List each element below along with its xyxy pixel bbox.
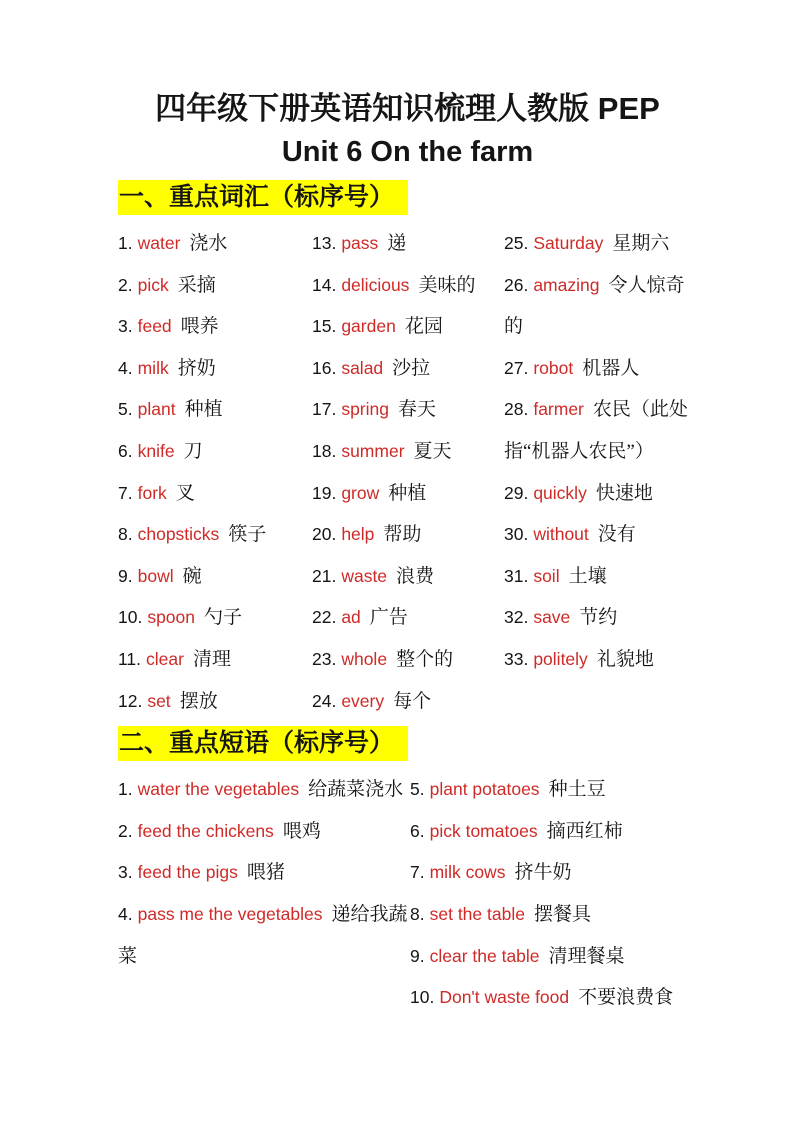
item-number: 25. [504,233,529,253]
item-english: grow [341,482,380,503]
item-number: 1. [118,233,133,253]
phrase-item [410,977,695,1019]
item-chinese: 浇水 [189,233,228,254]
item-english: without [533,524,589,545]
phrase-item [410,769,695,811]
phrase-list [118,769,697,1019]
vocab-column [312,223,504,722]
item-number: 4. [118,357,133,378]
item-english: Don't waste food [439,987,570,1008]
vocab-section-heading: 一、重点词汇（标序号） [118,180,408,215]
item-number: 33. [504,648,529,669]
item-english: delicious [341,274,410,295]
item-chinese: 刀 [183,440,203,462]
vocab-item [312,223,504,265]
item-chinese: 递给我蔬菜 [118,903,408,967]
item-english: soil [533,565,560,586]
item-number: 14. [312,274,337,295]
item-english: water [137,233,181,253]
item-english: robot [533,357,574,378]
item-number: 15. [312,316,337,337]
item-chinese: 清理 [192,648,231,670]
vocab-item [504,556,695,598]
vocab-item [504,473,695,515]
item-english: pass [341,233,379,253]
item-chinese: 整个的 [396,648,454,670]
item-number: 28. [504,399,529,420]
item-english: spring [341,399,389,420]
item-chinese: 土壤 [568,565,607,587]
item-english: chopsticks [137,524,220,545]
item-number: 30. [504,524,529,545]
phrase-item [118,852,410,894]
vocab-item [118,514,312,556]
item-english: save [533,607,571,628]
item-chinese: 种土豆 [548,779,606,801]
vocab-item [312,681,504,723]
item-english: feed [137,316,172,337]
item-chinese: 清理餐桌 [548,945,625,967]
item-english: clear [146,648,184,669]
item-english: plant potatoes [429,779,540,800]
item-chinese: 种植 [388,482,427,504]
item-english: waste [341,565,388,586]
item-english: fork [137,482,167,503]
item-number: 22. [312,607,337,628]
item-english: pick [137,274,169,295]
item-chinese: 喂鸡 [282,820,321,842]
item-number: 16. [312,357,337,378]
phrase-item [410,894,695,936]
item-number: 10. [410,987,435,1008]
item-number: 13. [312,233,337,253]
phrases-column [118,769,410,977]
item-english: feed the pigs [137,862,238,883]
vocab-item [118,597,312,639]
item-english: milk [137,357,169,378]
item-chinese: 花园 [404,316,443,338]
item-number: 3. [118,316,133,337]
item-english: pass me the vegetables [137,903,323,924]
item-number: 7. [410,862,425,883]
item-chinese: 递 [387,233,407,254]
vocab-item [312,348,504,390]
item-chinese: 叉 [175,482,195,504]
item-number: 18. [312,440,337,461]
item-chinese: 筷子 [228,524,267,546]
item-chinese: 挤牛奶 [514,862,572,884]
item-english: help [341,524,375,545]
item-chinese: 浪费 [396,565,435,587]
item-english: summer [341,440,405,461]
item-english: garden [341,316,396,337]
vocab-item [312,265,504,307]
vocab-item [118,348,312,390]
item-chinese: 挤奶 [177,357,216,379]
item-english: salad [341,357,384,378]
item-english: clear the table [429,945,540,966]
vocab-item [504,348,695,390]
item-number: 3. [118,862,133,883]
item-number: 6. [410,820,425,841]
page-subtitle: Unit 6 On the farm [281,136,534,168]
vocab-item [118,223,312,265]
vocab-section-heading-row [118,180,697,215]
vocab-item [504,265,695,348]
item-english: milk cows [429,862,506,883]
item-english: amazing [533,274,600,295]
vocab-item [312,514,504,556]
vocab-item [312,473,504,515]
item-number: 10. [118,607,143,628]
vocab-item [504,389,695,472]
item-english: plant [137,399,176,420]
item-chinese: 机器人 [582,357,640,379]
item-number: 9. [410,945,425,966]
item-chinese: 勺子 [204,607,243,629]
phrase-item [410,852,695,894]
item-english: Saturday [533,233,604,253]
item-number: 1. [118,779,133,800]
item-english: set the table [429,903,525,924]
item-number: 8. [410,903,425,924]
item-number: 6. [118,440,133,461]
item-chinese: 节约 [579,607,618,629]
item-chinese: 广告 [369,607,408,629]
vocab-column [504,223,695,681]
item-number: 24. [312,690,337,711]
vocab-item [118,681,312,723]
item-number: 32. [504,607,529,628]
item-chinese: 碗 [182,565,202,587]
item-chinese: 给蔬菜浇水 [308,779,404,801]
vocab-item [312,597,504,639]
item-number: 17. [312,399,337,420]
item-chinese: 喂养 [180,316,219,338]
item-number: 23. [312,648,337,669]
phrases-section-heading: 二、重点短语（标序号） [118,726,408,761]
item-chinese: 农民（此处指“机器人农民”） [504,399,688,462]
item-number: 2. [118,274,133,295]
vocab-item [118,556,312,598]
item-english: farmer [533,399,584,420]
item-number: 27. [504,357,529,378]
item-english: spoon [147,607,196,628]
phrases-column [410,769,695,1019]
vocab-item [312,639,504,681]
item-number: 5. [410,779,425,800]
item-chinese: 礼貌地 [596,648,654,670]
item-chinese: 喂猪 [246,862,285,884]
item-chinese: 春天 [398,399,437,421]
item-number: 5. [118,399,133,420]
item-number: 31. [504,565,529,586]
item-chinese: 没有 [597,524,636,546]
item-english: whole [341,648,388,669]
page-title: 四年级下册英语知识梳理人教版 PEP [155,91,660,126]
vocab-list [118,223,697,722]
item-english: set [147,690,171,711]
item-chinese: 采摘 [177,274,216,296]
item-english: feed the chickens [137,820,274,841]
item-english: quickly [533,482,587,503]
item-english: ad [341,607,361,628]
item-english: every [341,690,385,711]
item-chinese: 美味的 [418,274,476,296]
item-number: 2. [118,820,133,841]
item-chinese: 令人惊奇的 [504,274,685,338]
vocab-item [118,431,312,473]
phrases-section-heading-row [118,726,697,761]
item-english: politely [533,648,588,669]
vocab-item [312,431,504,473]
item-number: 4. [118,903,133,924]
vocab-item [118,306,312,348]
item-chinese: 快速地 [595,482,653,504]
phrase-item [118,811,410,853]
item-number: 21. [312,565,337,586]
item-chinese: 摆餐具 [533,903,591,925]
item-english: pick tomatoes [429,820,538,841]
item-chinese: 摘西红柿 [546,820,623,842]
vocab-item [312,389,504,431]
phrase-item [410,811,695,853]
item-number: 26. [504,274,529,295]
vocab-item [312,556,504,598]
item-number: 8. [118,524,133,545]
vocab-item [504,514,695,556]
vocab-item [118,473,312,515]
item-english: knife [137,440,175,461]
item-number: 20. [312,524,337,545]
item-number: 19. [312,482,337,503]
item-number: 12. [118,690,143,711]
vocab-item [118,265,312,307]
item-chinese: 星期六 [612,233,670,254]
vocab-column [118,223,312,722]
item-chinese: 种植 [184,399,223,421]
item-chinese: 摆放 [179,690,218,712]
item-chinese: 夏天 [413,440,452,462]
vocab-item [504,639,695,681]
item-chinese: 每个 [393,690,432,712]
vocab-item [118,639,312,681]
item-number: 7. [118,482,133,503]
phrase-item [118,769,410,811]
vocab-item [504,223,695,265]
item-english: water the vegetables [137,779,300,800]
phrase-item [118,894,410,977]
vocab-item [312,306,504,348]
item-chinese: 帮助 [383,524,422,546]
vocab-item [504,597,695,639]
item-number: 11. [118,648,142,669]
item-english: bowl [137,565,174,586]
item-chinese: 不要浪费食 [578,987,674,1009]
item-number: 9. [118,565,133,586]
vocab-item [118,389,312,431]
phrase-item [410,936,695,978]
item-number: 29. [504,482,529,503]
item-chinese: 沙拉 [392,357,431,379]
